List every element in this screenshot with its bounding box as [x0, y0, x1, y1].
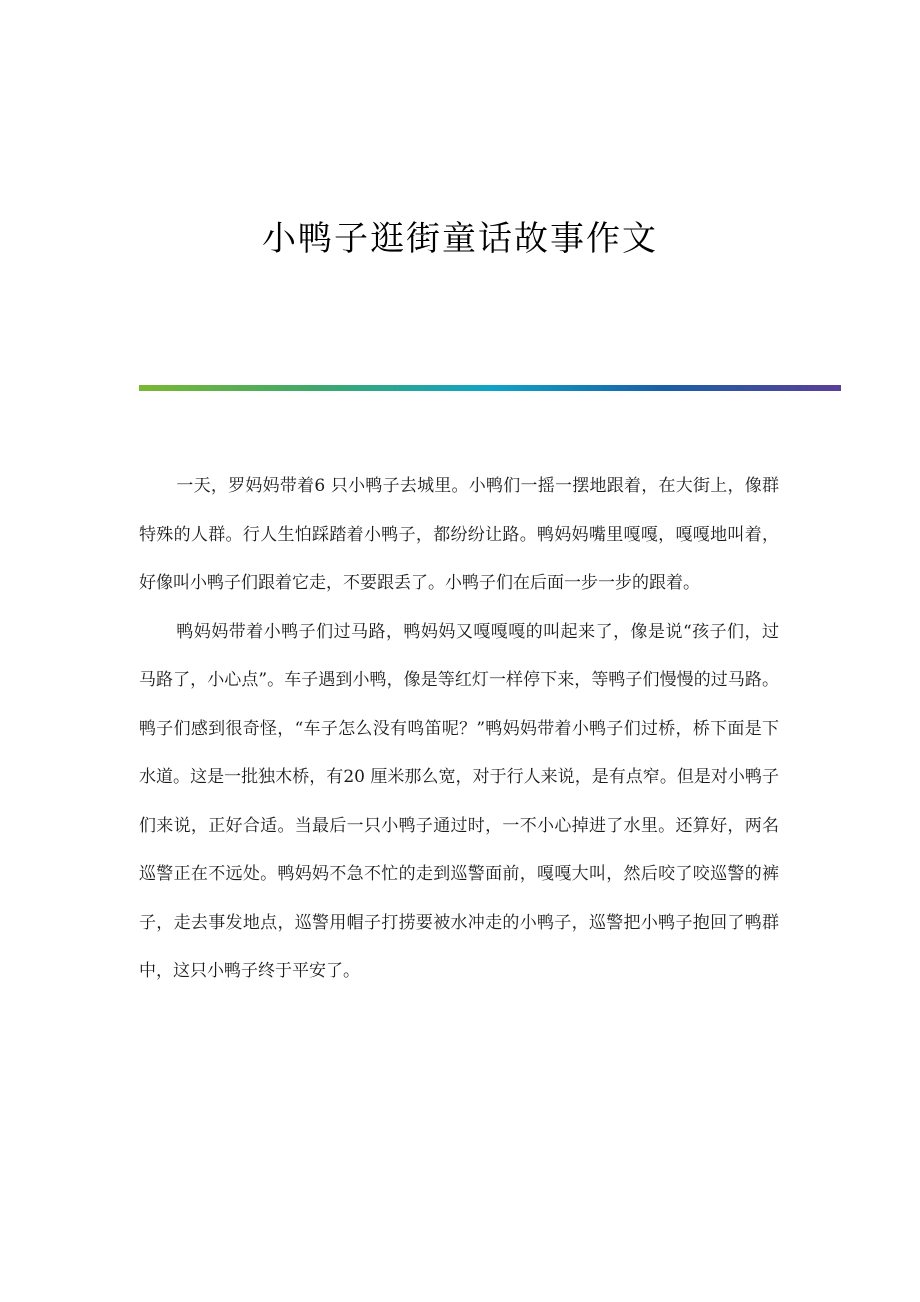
paragraph-1: 一天，罗妈妈带着6 只小鸭子去城里。小鸭们一摇一摆地跟着，在大街上，像群特殊的人群。行人生怕踩踏着小鸭子，都纷纷让路。鸭妈妈嘴里嘎嘎，嘎嘎地叫着，好像叫小鸭子们跟着它走，不要跟丢了。小鸭子们在后面一步一步的跟着。: [139, 476, 779, 593]
document-title: 小鸭子逛街童话故事作文: [262, 219, 658, 259]
paragraph-2: 鸭妈妈带着小鸭子们过马路，鸭妈妈又嘎嘎嘎的叫起来了，像是说“孩子们，过马路了，小心点”。车子遇到小鸭，像是等红灯一样停下来，等鸭子们慢慢的过马路。鸭子们感到很奇怪，“车子怎么没有鸣笛呢？”鸭妈妈带着小鸭子们过桥，桥下面是下水道。这是一批独木桥，有20 厘米那么宽，对于行人来说，是有点窄。但是对小鸭子们来说，正好合适。当最后一只小鸭子通过时，一不小心掉进了水里。还算好，两名巡警正在不远处。鸭妈妈不急不忙的走到巡警面前，嘎嘎大叫，然后咬了咬巡警的裤子，走去事发地点，巡警用帽子打捞要被水冲走的小鸭子，巡警把小鸭子抱回了鸭群中，这只小鸭子终于平安了。: [139, 621, 779, 981]
document-body: [139, 462, 779, 996]
title-divider: [139, 385, 841, 391]
